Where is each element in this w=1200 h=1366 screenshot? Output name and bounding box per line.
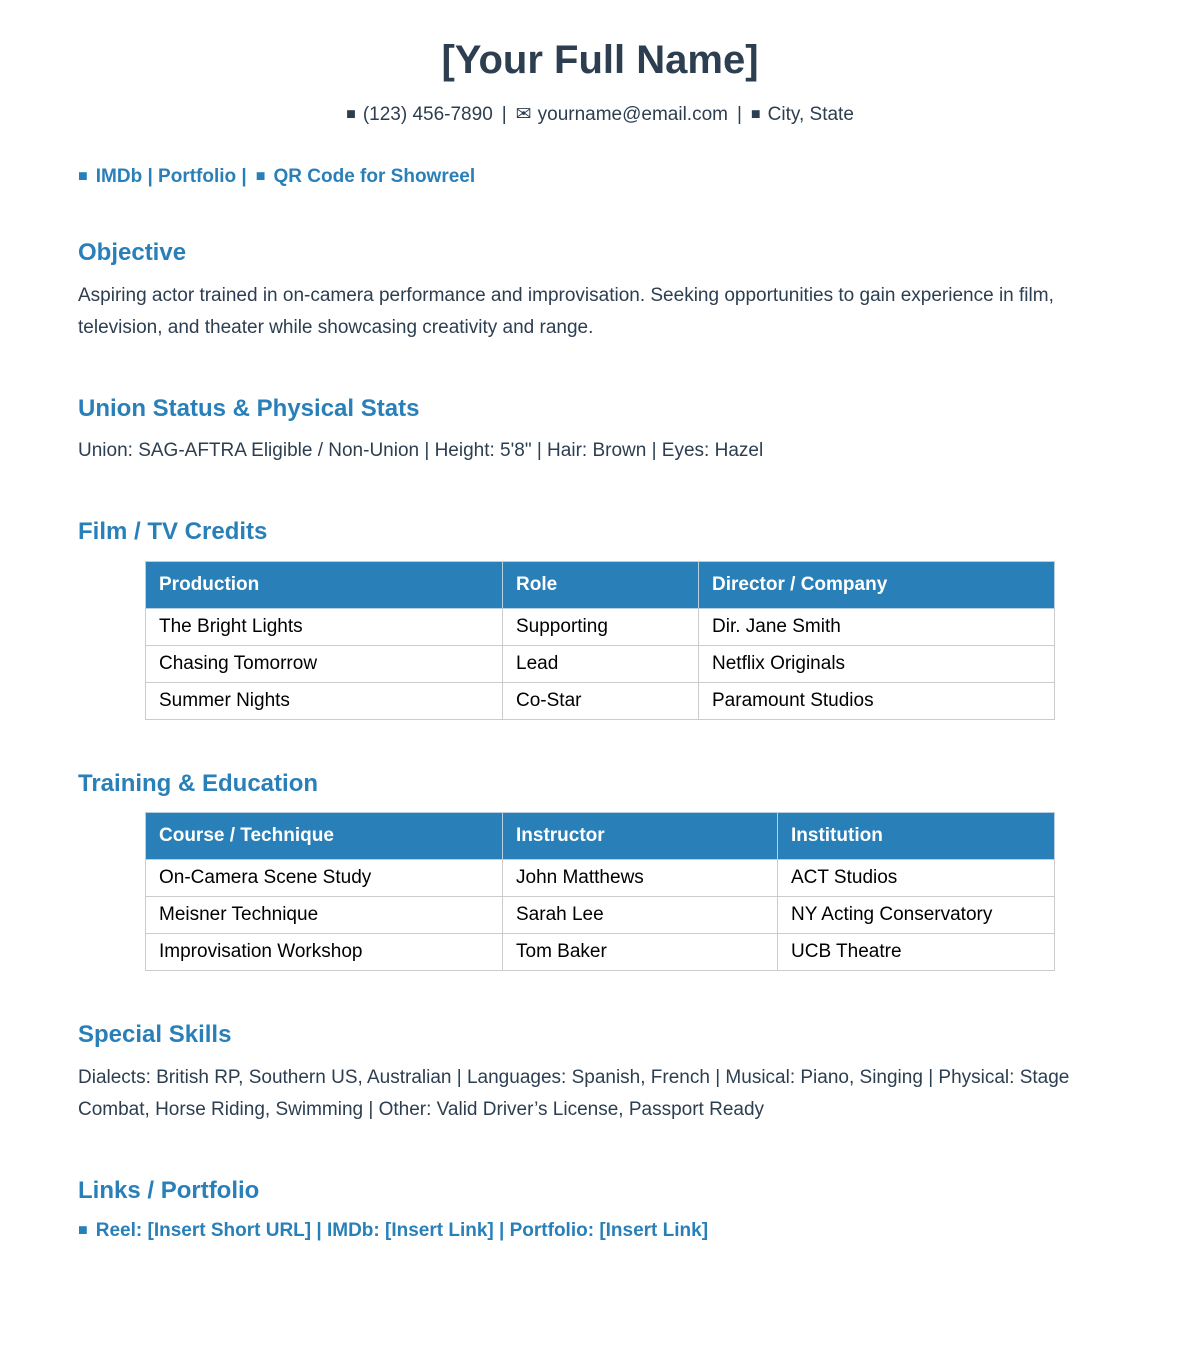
separator: |: [736, 104, 742, 125]
column-header-course-technique: Course / Technique: [146, 813, 503, 860]
objective-text: Aspiring actor trained in on-camera performance and improvisation. Seeking opportunities to gain experience in film, television, and theater while showcasing creativity and range.: [78, 285, 1054, 339]
union-stats-text: Union: SAG-AFTRA Eligible / Non-Union | Height: 5'8" | Hair: Brown | Eyes: Hazel: [78, 440, 764, 462]
header-link-imdb-portfolio[interactable]: IMDb | Portfolio |: [95, 165, 247, 187]
table-row: [146, 682, 1055, 719]
table-cell: Netflix Originals: [699, 645, 1055, 682]
portfolio-links-text[interactable]: Reel: [Insert Short URL] | IMDb: [Insert Link] | Portfolio: [Insert Link]: [95, 1219, 709, 1241]
section-links-portfolio-heading: Links / Portfolio: [78, 1176, 260, 1204]
table-cell: Chasing Tomorrow: [146, 645, 503, 682]
column-header-instructor: Instructor: [503, 813, 778, 860]
section-film-credits-heading: Film / TV Credits: [78, 517, 268, 545]
table-header-row: [146, 561, 1055, 608]
table-cell: UCB Theatre: [778, 934, 1055, 971]
special-skills-text: Dialects: British RP, Southern US, Australian | Languages: Spanish, French | Musical: Piano, Singing | Physical: Stage Combat, Horse Riding, Swimming | Other: Valid Driver’s License, Passport Ready: [78, 1067, 1070, 1121]
qr-square-icon: ■: [255, 166, 266, 185]
section-training-heading: Training & Education: [78, 769, 319, 797]
link-square-icon: ■: [78, 166, 88, 185]
header-links-bar: [78, 164, 1122, 190]
location-icon: ■: [750, 105, 761, 123]
page-title: [Your Full Name]: [441, 38, 759, 82]
column-header-institution: Institution: [778, 813, 1055, 860]
portfolio-links-line: [78, 1218, 1122, 1244]
table-cell: John Matthews: [503, 860, 778, 897]
table-cell: ACT Studios: [778, 860, 1055, 897]
table-cell: NY Acting Conservatory: [778, 897, 1055, 934]
table-header-row: [146, 813, 1055, 860]
table-row: [146, 608, 1055, 645]
table-cell: Meisner Technique: [146, 897, 503, 934]
table-cell: Co-Star: [503, 682, 699, 719]
table-row: [146, 860, 1055, 897]
separator: |: [501, 104, 507, 125]
table-cell: Supporting: [503, 608, 699, 645]
table-cell: Dir. Jane Smith: [699, 608, 1055, 645]
table-cell: Lead: [503, 645, 699, 682]
reel-square-icon: ■: [78, 1220, 88, 1239]
table-row: [146, 645, 1055, 682]
column-header-role: Role: [503, 561, 699, 608]
section-objective-heading: Objective: [78, 239, 187, 267]
column-header-director-company: Director / Company: [699, 561, 1055, 608]
phone-number: (123) 456-7890: [362, 104, 493, 125]
table-cell: Tom Baker: [503, 934, 778, 971]
table-cell: On-Camera Scene Study: [146, 860, 503, 897]
table-cell: Improvisation Workshop: [146, 934, 503, 971]
contact-line: [78, 102, 1122, 128]
location-text: City, State: [767, 104, 854, 125]
table-cell: Sarah Lee: [503, 897, 778, 934]
header-link-qr-showreel[interactable]: QR Code for Showreel: [273, 165, 476, 187]
phone-icon: ■: [346, 105, 356, 123]
section-special-skills-heading: Special Skills: [78, 1021, 232, 1049]
table-cell: Summer Nights: [146, 682, 503, 719]
table-cell: Paramount Studios: [699, 682, 1055, 719]
training-education-table: [145, 812, 1055, 971]
section-union-stats-heading: Union Status & Physical Stats: [78, 394, 420, 422]
table-row: [146, 934, 1055, 971]
film-credits-table: [145, 561, 1055, 720]
column-header-production: Production: [146, 561, 503, 608]
email-icon: ✉: [515, 104, 532, 125]
email-address: yourname@email.com: [537, 104, 728, 125]
table-row: [146, 897, 1055, 934]
table-cell: The Bright Lights: [146, 608, 503, 645]
